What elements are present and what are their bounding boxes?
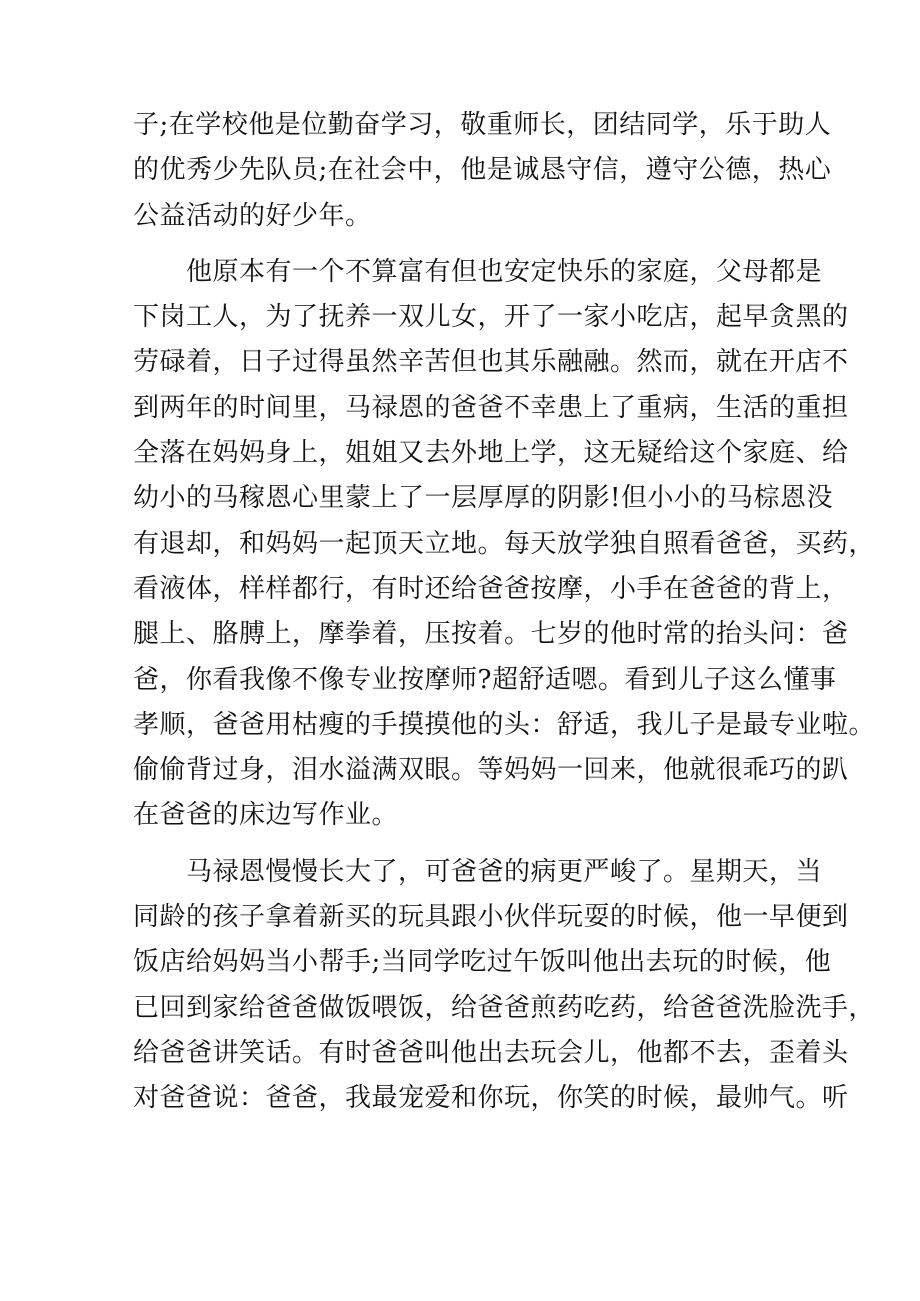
text-line: 同龄的孩子拿着新买的玩具跟小伙伴玩耍的时候，他一早便到 [133,902,849,933]
text-line: 给爸爸讲笑话。有时爸爸叫他出去玩会儿，他都不去，歪着头 [133,1037,849,1068]
paragraph-spacer [133,239,803,250]
text-line: 对爸爸说：爸爸，我最宠爱和你玩，你笑的时候，最帅气。听 [133,1083,849,1114]
text-line: 子;在学校他是位勤奋学习，敬重师长，团结同学，乐于助人 [133,110,832,140]
text-line: 他原本有一个不算富有但也安定快乐的家庭，父母都是 [133,256,823,287]
text-line: 劳碌着，日子过得虽然辛苦但也其乐融融。然而，就在开店不 [133,347,849,378]
text-line: 到两年的时间里，马禄恩的爸爸不幸患上了重病，生活的重担 [133,392,849,423]
text-line: 在爸爸的床边写作业。 [133,800,399,831]
text-line: 爸，你看我像不像专业按摩师?超舒适嗯。看到儿子这么懂事 [133,664,837,695]
text-line: 幼小的马稼恩心里蒙上了一层厚厚的阴影!但小小的马棕恩没 [133,483,833,514]
text-line: 有退却，和妈妈一起顶天立地。每天放学独自照看爸爸，买药， [133,528,876,559]
text-line: 饭店给妈妈当小帮手;当同学吃过午饭叫他出去玩的时候，他 [133,947,832,978]
text-line: 已回到家给爸爸做饭喂饭，给爸爸煎药吃药，给爸爸洗脸洗手， [133,992,876,1023]
text-line: 马禄恩慢慢长大了，可爸爸的病更严峻了。星期天，当 [133,856,823,887]
paragraph-3 [133,850,876,1122]
text-line: 全落在妈妈身上，姐姐又去外地上学，这无疑给这个家庭、给 [133,438,849,469]
body-text [133,103,876,1122]
text-line: 看液体，样样都行，有时还给爸爸按摩，小手在爸爸的背上， [133,573,849,604]
paragraph-1 [133,103,832,239]
text-line: 偷偷背过身，泪水溢满双眼。等妈妈一回来，他就很乖巧的趴 [133,755,849,786]
text-line: 公益活动的好少年。 [133,200,372,231]
paragraph-2 [133,250,876,839]
text-line: 腿上、胳膊上，摩拳着，压按着。七岁的他时常的抬头问：爸 [133,619,849,650]
text-line: 的优秀少先队员;在社会中，他是诚恳守信，遵守公德，热心 [133,155,832,186]
text-line: 下岗工人，为了抚养一双儿女，开了一家小吃店，起早贪黑的 [133,302,849,333]
text-line: 孝顺，爸爸用枯瘦的手摸摸他的头：舒适，我儿子是最专业啦。 [133,709,876,740]
paragraph-spacer [133,839,803,850]
